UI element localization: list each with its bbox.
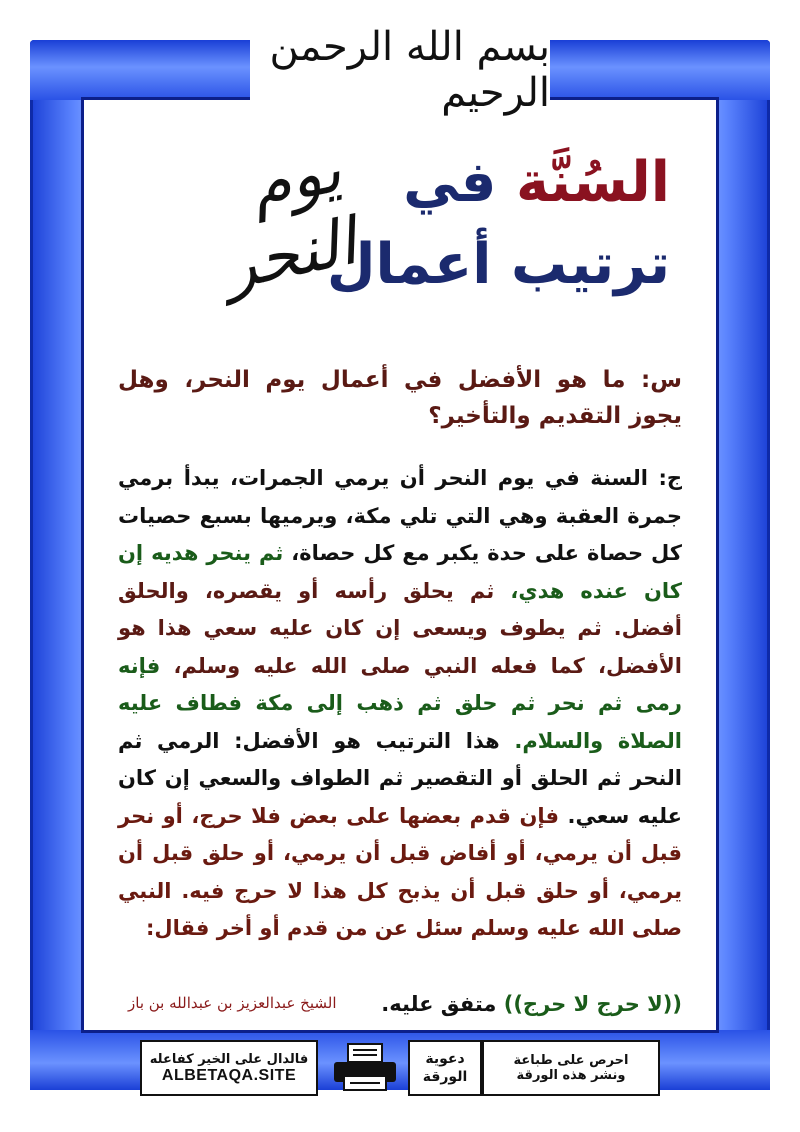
title-line-1 [403, 150, 670, 215]
title-line-2: ترتيب أعمال [326, 232, 670, 297]
sheikh-signature: الشيخ عبدالعزيز بن عبدالله بن باز [128, 994, 337, 1012]
title-word-fi: في [403, 150, 497, 215]
footer-site-link[interactable]: ALBETAQA.SITE [161, 1066, 297, 1084]
hadith-grade: متفق عليه. [381, 992, 497, 1016]
albetaqa-logo [408, 1040, 482, 1096]
answer-part-1: ج: السنة في يوم النحر أن يرمي الجمرات، يبدأ برمي جمرة العقبة وهي التي تلي مكة، ويرميها بسبع حصيات كل حصاة على حدة يكبر مع كل حصاة، [118, 466, 682, 565]
logo-line-1: دعوية [425, 1051, 465, 1067]
footer-bar [140, 1040, 660, 1096]
hadith-ending [381, 992, 682, 1016]
footer-proverb: فالدال على الخير كفاعله [149, 1051, 309, 1067]
answer-part-3: ثم يحلق رأسه أو يقصره، والحلق أفضل. ثم يطوف ويسعى إن كان عليه سعي هذا هو الأفضل، كما فعله النبي صلى الله عليه وسلم، [118, 578, 682, 678]
closing-row [118, 992, 682, 1022]
yawm-alnahr-calligraphy: يوم النحر [217, 132, 363, 306]
answer-part-5: هذا الترتيب هو الأفضل: الرمي ثم النحر ثم الحلق أو التقصير ثم الطواف والسعي إن كان عليه سعي. [118, 728, 682, 828]
hadith-quote: ((لا حرج لا حرج)) [503, 992, 682, 1016]
footer-print-line-1: احرص على طباعة [513, 1053, 629, 1068]
footer-print-box [482, 1040, 660, 1096]
footer-print-line-2: ونشر هذه الورقة [516, 1068, 626, 1083]
answer-part-2: ثم ينحر هديه إن كان عنده هدي، [118, 541, 682, 603]
answer-text [118, 460, 682, 948]
footer-site-box [140, 1040, 318, 1096]
answer-part-6: فإن قدم بعضها على بعض فلا حرج، أو نحر قبل أن يرمي، أو أفاض قبل أن يرمي، أو حلق قبل أن يرمي، أو حلق قبل أن يذبح كل هذا لا حرج فيه. النبي صلى الله عليه وسلم سئل عن من قدم أو أخر فقال: [118, 803, 682, 940]
basmala-text: بسم الله الرحمن الرحيم [269, 24, 550, 116]
logo-line-2: الورقة [422, 1069, 468, 1085]
title-block [110, 132, 690, 320]
answer-part-4: فإنه رمى ثم نحر ثم حلق ثم ذهب إلى مكة فطاف عليه الصلاة والسلام. [118, 653, 683, 753]
basmala-banner [250, 24, 550, 116]
title-word-sunnah: السُنَّة [515, 150, 670, 215]
printer-icon [330, 1042, 400, 1094]
question-text: س: ما هو الأفضل في أعمال يوم النحر، وهل يجوز التقديم والتأخير؟ [118, 367, 682, 429]
article-body [118, 362, 682, 948]
